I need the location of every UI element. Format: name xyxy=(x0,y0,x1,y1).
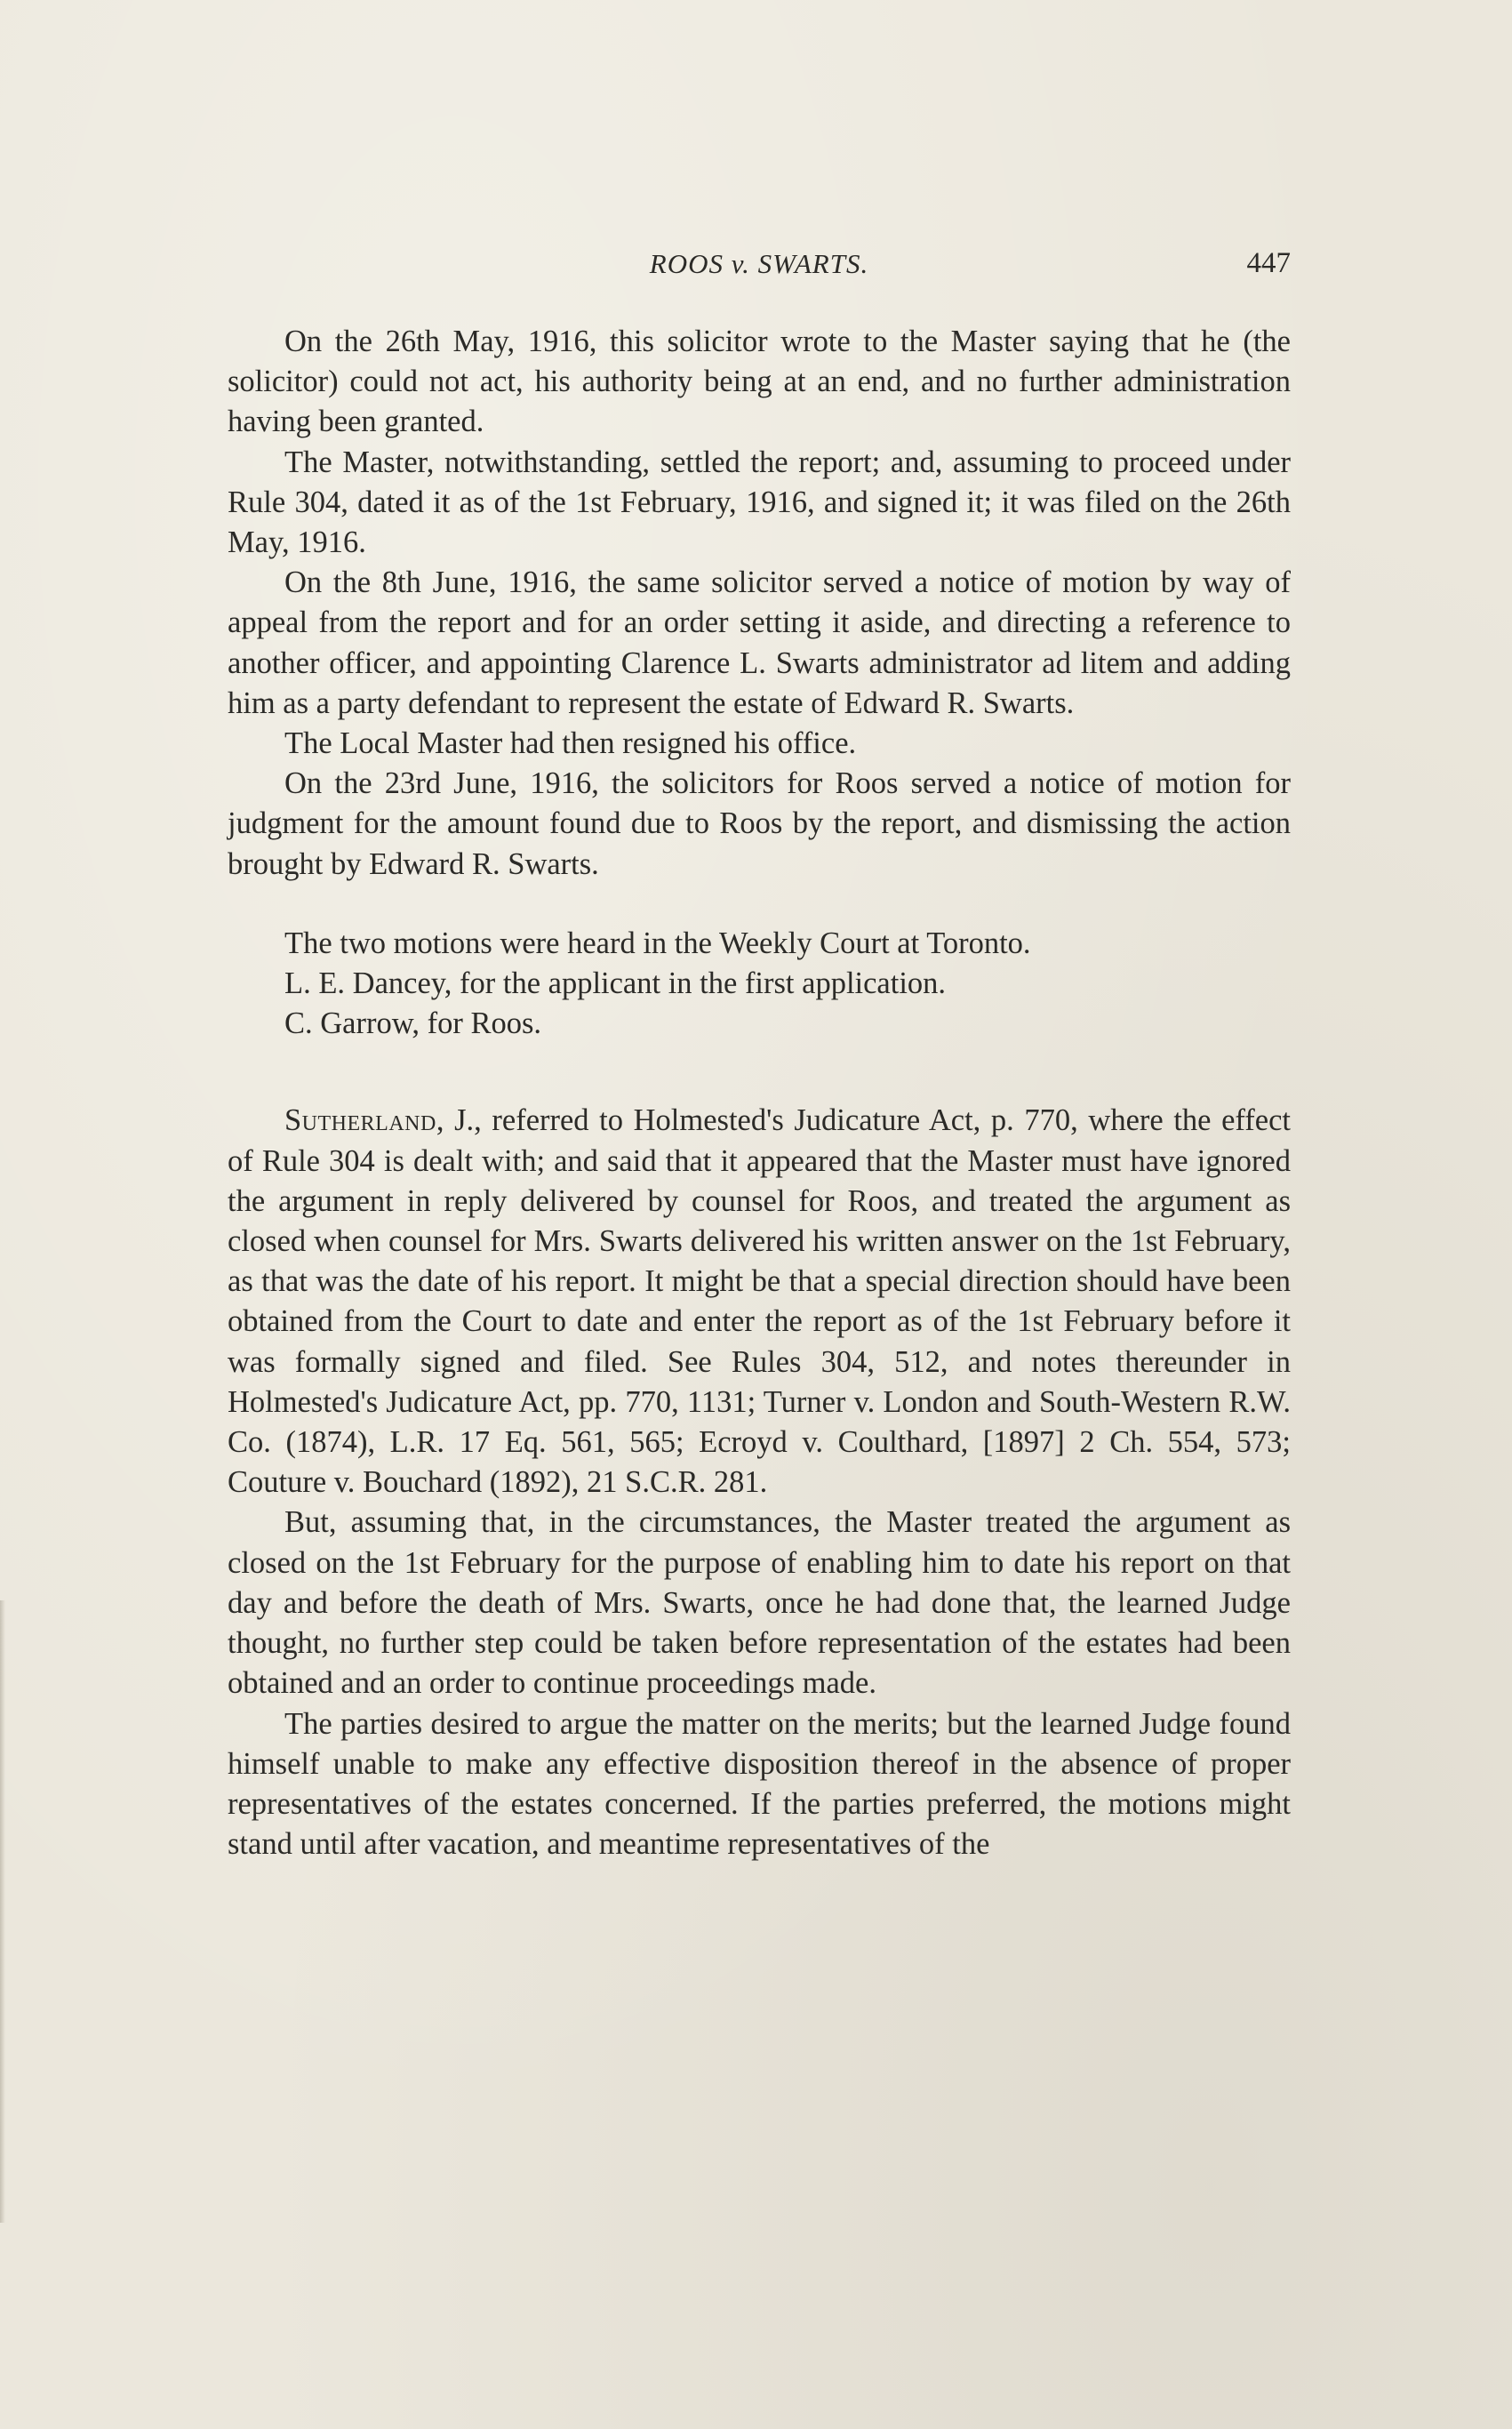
section-gap xyxy=(228,885,1291,924)
page-number: 447 xyxy=(1246,247,1291,279)
running-head xyxy=(228,233,1291,279)
paragraph-1: On the 26th May, 1916, this solicitor wrote to the Master saying that he (the solicitor) could not act, his authority being at an end, and no further administration having been granted. xyxy=(228,325,1291,439)
counsel-roos: C. Garrow, for Roos. xyxy=(284,1006,542,1041)
paragraph-3: On the 8th June, 1916, the same solicitor served a notice of motion by way of appeal from the report and for an order setting it aside, and directing a reference to another officer, and appointing Clarence L. Swarts administrator ad litem and adding him as a party defendant to represent the estate of Edward R. Swarts. xyxy=(228,565,1291,720)
section-gap xyxy=(228,1044,1291,1101)
hearing-note: The two motions were heard in the Weekly Court at Toronto. xyxy=(284,926,1031,960)
document-page xyxy=(228,233,1291,1864)
counsel-applicant: L. E. Dancey, for the applicant in the first application. xyxy=(284,966,947,1001)
judge-name: Sutherland xyxy=(284,1103,436,1138)
paragraph-4: The Local Master had then resigned his office. xyxy=(284,726,857,761)
page-edge-shadow xyxy=(0,1600,5,2223)
judgment-text: , J., referred to Holmested's Judicature Act, p. 770, where the effect of Rule 304 is dealt with; and said that it appeared that the Master must have ignored the argument in reply delivered by counsel for Roos, and treated the argument as closed when counsel for Mrs. Swarts delivered his written answer on the 1st February, as that was the date of his report. It might be that a special direction should have been obtained from the Court to date and enter the report as of the 1st February before it was formally signed and filed. See Rules 304, 512, and notes thereunder in Holmested's Judicature Act, pp. 770, 1131; Turner v. London and South-Western R.W. Co. (1874), L.R. 17 Eq. 561, 565; Ecroyd v. Coulthard, [1897] 2 Ch. 554, 573; Couture v. Bouchard (1892), 21 S.C.R. 281. xyxy=(228,1103,1291,1500)
running-title: ROOS v. SWARTS. xyxy=(649,248,869,279)
judgment-paragraph xyxy=(228,1101,1291,1503)
paragraph-2: The Master, notwithstanding, settled the report; and, assuming to proceed under Rule 304, dated it as of the 1st February, 1916, and signed it; it was filed on the 26th May, 1916. xyxy=(228,445,1291,560)
paragraph-5: On the 23rd June, 1916, the solicitors for Roos served a notice of motion for judgment for the amount found due to Roos by the report, and dismissing the action brought by Edward R. Swarts. xyxy=(228,766,1291,881)
paragraph-10: But, assuming that, in the circumstances, the Master treated the argument as closed on the 1st February for the purpose of enabling him to date his report on that day and before the death of Mrs. Swarts, once he had done that, the learned Judge thought, no further step could be taken before representation of the estates had been obtained and an order to continue proceedings made. xyxy=(228,1505,1291,1701)
paragraph-11: The parties desired to argue the matter on the merits; but the learned Judge found himself unable to make any effective disposition thereof in the absence of proper representatives of the estates concerned. If the parties preferred, the motions might stand until after vacation, and meantime representatives of the xyxy=(228,1706,1291,1862)
